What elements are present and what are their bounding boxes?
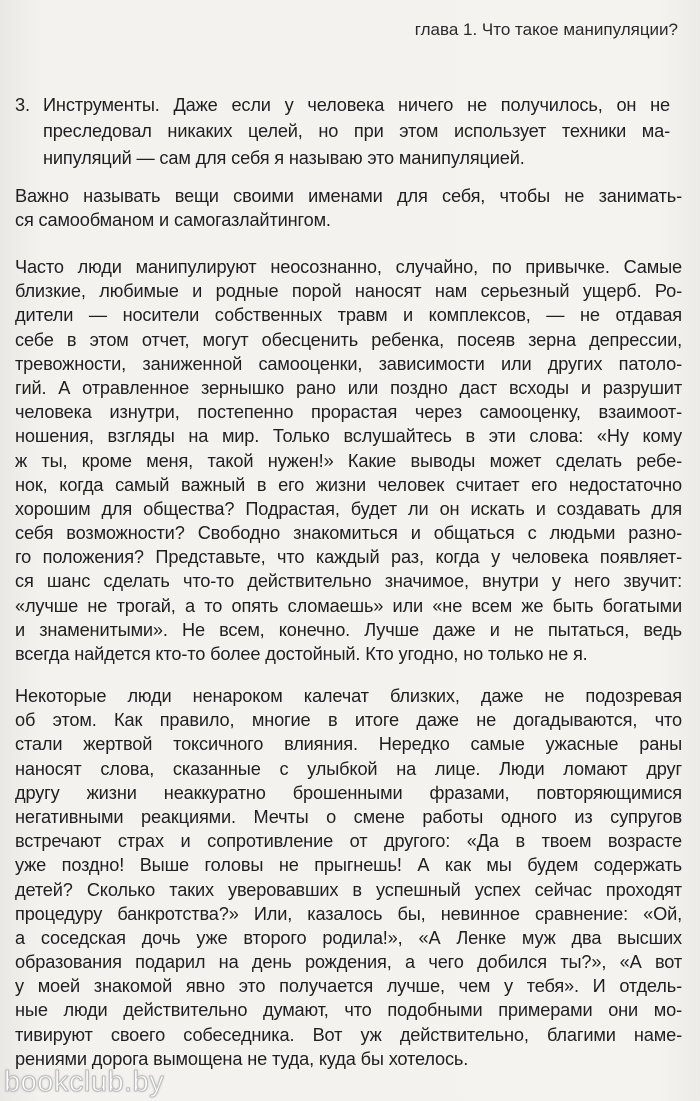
text-line: Важно называть вещи своими именами для себя, чтобы не занимать- xyxy=(15,186,682,206)
list-number: 3. xyxy=(15,95,30,115)
running-head: глава 1. Что такое манипуляции? xyxy=(414,20,678,39)
text-line: Инструменты. Даже если у человека ничего не получилось, он не xyxy=(43,95,670,115)
text-line: ж ты, кроме меня, такой нужен!» Какие выводы может сделать ребе- xyxy=(15,450,682,471)
paragraph-1 xyxy=(15,184,682,232)
text-line: преследовал никаких целей, но при этом использует техники ма- xyxy=(43,121,670,142)
text-line: а соседская дочь уже второго родила!», «А Ленке муж два высших xyxy=(15,927,682,948)
text-line: наносят слова, сказанные с улыбкой на лице. Люди ломают друг xyxy=(15,758,682,779)
text-line: нипуляций — сам для себя я называю это манипуляцией. xyxy=(43,147,525,168)
text-line: ся самообманом и самогазлайтингом. xyxy=(15,210,331,231)
text-line: близкие, любимые и родные порой наносят нам серьезный ущерб. Ро- xyxy=(15,281,682,302)
text-line: об этом. Как правило, многие в итоге даже не догадываются, что xyxy=(15,710,682,731)
text-line: го положения? Представьте, что каждый раз, когда у человека появляет- xyxy=(15,547,682,568)
text-line: нок, когда самый важный в его жизни человек считает его недостаточно xyxy=(15,474,682,495)
text-line: и знаменитыми». Не всем, конечно. Лучше даже и не пытаться, ведь xyxy=(15,619,682,640)
text-line: стали жертвой токсичного влияния. Нередко самые ужасные раны xyxy=(15,734,682,755)
text-line: другу жизни неаккуратно брошенными фразами, повторяющимися xyxy=(15,782,682,803)
text-line: детей? Сколько таких уверовавших в успешный успех сейчас проходят xyxy=(15,879,682,900)
text-line: у моей знакомой явно это получается лучше, чем у тебя». И отдель- xyxy=(15,976,682,997)
text-line: ные люди действительно думают, что подобными примерами они мо- xyxy=(15,1000,682,1021)
text-line: рениями дорога вымощена не туда, куда бы хотелось. xyxy=(15,1048,469,1069)
text-line: образования подарил на день рождения, а чего добился ты?», «А вот xyxy=(15,952,682,973)
list-item-body xyxy=(43,92,670,171)
text-line: негативными реакциями. Мечты о смене работы одного из супругов xyxy=(15,806,682,827)
text-line: тивируют своего собеседника. Вот уж действительно, благими наме- xyxy=(15,1024,682,1045)
text-line: тревожности, заниженной самооценки, зависимости или других патоло- xyxy=(15,353,682,374)
text-line: уже поздно! Выше головы не прыгнешь! А как мы будем содержать xyxy=(15,855,682,876)
text-line: дители — носители собственных травм и комплексов, — не отдавая xyxy=(15,305,682,326)
text-line: процедуру банкротства?» Или, казалось бы, невинное сравнение: «Ой, xyxy=(15,903,682,924)
text-line: встречают страх и сопротивление от другого: «Да в твоем возрасте xyxy=(15,831,682,852)
text-line: хорошим для общества? Подрастая, будет ли он искать и создавать для xyxy=(15,498,682,519)
text-line: «лучше не трогай, а то опять сломаешь» или «не всем же быть богатыми xyxy=(15,595,682,616)
text-line: ношения, взгляды на мир. Только вслушайтесь в эти слова: «Ну кому xyxy=(15,426,682,447)
text-line: Часто люди манипулируют неосознанно, случайно, по привычке. Самые xyxy=(15,257,682,277)
text-line: всегда найдется кто-то более достойный. Кто угодно, но только не я. xyxy=(15,644,588,664)
paragraph-3 xyxy=(15,684,682,1071)
text-line: человека изнутри, постепенно прорастая через самооценку, взаимоот- xyxy=(15,402,682,423)
text-line: Некоторые люди ненароком калечат близких, даже не подозревая xyxy=(15,686,682,706)
watermark-logo: bookclub.by xyxy=(4,1066,165,1098)
text-line: себе в этом отчет, могут обесценить ребенка, посеяв зерна депрессии, xyxy=(15,329,682,350)
text-line: себя возможности? Свободно знакомиться и общаться с людьми разно- xyxy=(15,523,682,544)
paragraph-2 xyxy=(15,255,682,666)
text-line: ся шанс сделать что-то действительно значимое, внутри у него звучит: xyxy=(15,571,682,592)
text-line: гий. А отравленное зернышко рано или поздно даст всходы и разрушит xyxy=(15,377,682,398)
